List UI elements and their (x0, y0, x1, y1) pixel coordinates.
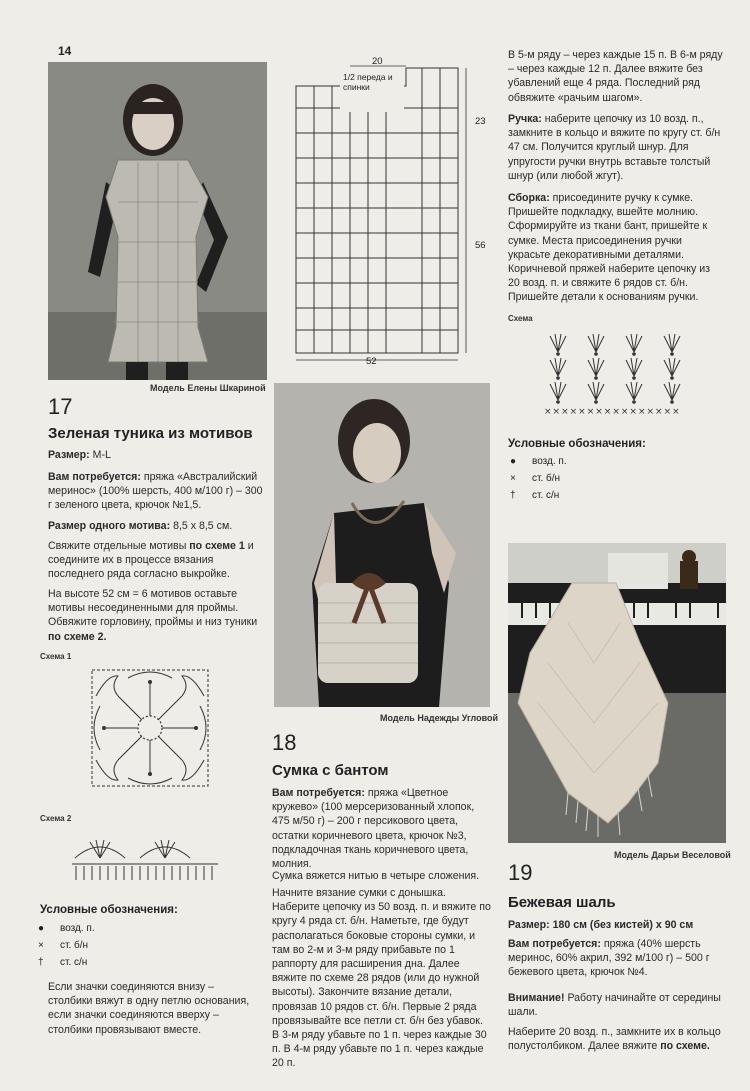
bag-scheme-diagram (540, 330, 690, 416)
pattern-top-width: 20 (372, 56, 383, 67)
size-value: M-L (92, 449, 111, 461)
size-17 (48, 448, 263, 462)
size-19 (508, 918, 728, 932)
motif-label: Размер одного мотива: (48, 520, 171, 532)
section-number-18: 18 (272, 730, 297, 755)
bag-model-illustration (274, 383, 490, 707)
photo-tunic (48, 62, 267, 380)
legend-2 (510, 453, 567, 504)
handle-text: наберите цепочку из 10 возд. п., замкните в кольцо и вяжите по кругу ст. б/н 47 см. Получится круглый шнур. Для упругости ручки внутрь вставьте толстый шнур (или любой жгут). (508, 113, 721, 182)
legend-title-1: Условные обозначения: (40, 904, 178, 916)
need-text-19: пряжа (40% шерсть меринос, 60% акрил, 392 м/100 г) – 500 г бежевого цвета, крючок №4. (508, 938, 710, 979)
instructions-17-p2 (48, 587, 263, 644)
legend-item (38, 954, 95, 971)
section-title-18: Сумка с бантом (272, 762, 389, 779)
scheme2-label: Схема 2 (40, 814, 72, 823)
legend-symbol: † (38, 957, 44, 968)
legend-text: ст. с/н (532, 490, 560, 501)
materials-18 (272, 786, 492, 871)
legend-symbol: ● (38, 923, 45, 934)
tunic-pattern-grid (280, 58, 505, 368)
scheme1-label: Схема 1 (40, 652, 72, 661)
assembly-label: Сборка: (508, 192, 550, 204)
need-text-18: пряжа «Цветное кружево» (100 мерсеризованный хлопок, 475 м/50 г) – 200 г персикового цвета, остатки коричневого цвета, крючок №3, подкладочная ткань коричневого цвета, молния. (272, 787, 475, 871)
svg-text:××××××××××××××××: ×××××××××××××××× (544, 407, 681, 416)
pattern-label: 1/2 переда и спинки (343, 72, 393, 92)
handle-label: Ручка: (508, 113, 542, 125)
need-label-18: Вам потребуется: (272, 787, 365, 799)
handle-18 (508, 112, 723, 183)
section-title-19: Бежевая шаль (508, 894, 616, 911)
legend-symbol: ● (510, 456, 517, 467)
legend-symbol: × (510, 473, 516, 484)
pattern-height-1: 23 (475, 116, 486, 127)
photo-caption-19: Модель Дарьи Веселовой (614, 850, 731, 860)
attention-label: Внимание! (508, 992, 565, 1004)
need-text: пряжа «Австралийский меринос» (100% шерсть, 400 м/100 г) – 300 г зеленого цвета, крючок №1,5. (48, 471, 263, 512)
need-label-19: Вам потребуется: (508, 938, 601, 950)
size-value-19: 180 см (без кистей) х 90 см (552, 919, 694, 931)
assembly-18 (508, 191, 723, 305)
legend-symbol: × (38, 940, 44, 951)
need-label: Вам потребуется: (48, 471, 141, 483)
photo-bag (274, 383, 490, 707)
last-bold: по схеме. (660, 1040, 710, 1053)
pattern-bottom-width: 52 (366, 356, 377, 367)
legend-1 (38, 920, 95, 971)
instructions-18-cont: В 5-м ряду – через каждые 15 п. В 6-м ряду – через каждые 12 п. Далее вяжите без убавлений еще 4 ряда. Последний ряд обвяжите «рачьим шагом». (508, 49, 723, 104)
instructions-17-p1 (48, 539, 263, 582)
pattern-height-2: 56 (475, 240, 486, 251)
legend-text: возд. п. (532, 456, 567, 467)
shawl-illustration (508, 543, 726, 843)
last-start: Наберите 20 возд. п., замкните их в кольцо полустолбиком. Далее вяжите (508, 1026, 721, 1053)
attention-text: Работу начинайте от середины шали. (508, 992, 721, 1019)
legend-title-2: Условные обозначения: (508, 438, 646, 450)
instructions-18-p1: Сумка вяжется нитью в четыре сложения. (272, 870, 480, 882)
photo-caption-18: Модель Надежды Угловой (380, 713, 499, 723)
legend-symbol: † (510, 490, 516, 501)
legend-item (38, 920, 95, 937)
instructions-18-p2: Начните вязание сумки с донышка. Наберите цепочку из 50 возд. п. и вяжите по кругу 4 ряда ст. б/н. Наметьте, где будут располагаться боковые стороны сумки, и там во 2-м и 3-м ряду прибавьте по 1 раппорту для расширения дна. Далее вяжите по схеме 28 рядов (или до нужной высоты). Закончите вязание детали, провязав 10 рядов ст. б/н. Первые 2 ряда провязывайте все петли ст. б/н без убавок. В 3-м ряду убавьте по 1 п. через каждые 30 п. В 4-м ряду убавьте по 1 п. через каждые 20 п. (272, 887, 491, 1070)
section-title-17: Зеленая туника из мотивов (48, 425, 253, 442)
section-number-17: 17 (48, 394, 73, 419)
para2-start: На высоте 52 см = 6 мотивов оставьте мотивы несоединенными для проймы. Обвяжите горловину, проймы и низ туники (48, 588, 258, 629)
motif-size-17 (48, 519, 263, 533)
scheme1-diagram (88, 666, 212, 790)
size-label: Размер: (48, 449, 90, 461)
legend-note-1: Если значки соединяются внизу – столбики вяжут в одну петлю основания, если значки соединяются вверху – столбики провязывают вместе. (48, 981, 250, 1036)
motif-value: 8,5 х 8,5 см. (173, 520, 233, 532)
scheme2-diagram (70, 836, 220, 884)
para2-bold: по схеме 2. (48, 630, 107, 643)
photo-shawl (508, 543, 726, 843)
tunic-model-illustration (48, 62, 267, 380)
legend-text: ст. б/н (532, 473, 561, 484)
scheme-label-18: Схема (508, 314, 533, 323)
legend-item (510, 453, 567, 470)
legend-text: возд. п. (60, 923, 95, 934)
photo-caption-17: Модель Елены Шкариной (150, 383, 266, 393)
para1-start: Свяжите отдельные мотивы (48, 540, 187, 552)
materials-17 (48, 470, 263, 513)
legend-text: ст. с/н (60, 957, 88, 968)
assembly-text: присоедините ручку к сумке. Пришейте подкладку, вшейте молнию. Сформируйте из ткани бант, пришейте к сумке. Места присоединения ручки украсьте декоративными деталями. Коричневой пряжей наберите цепочку из 20 возд. п. и свяжите 6 рядов ст. б/н. Пришейте детали к основаниям ручки. (508, 192, 710, 304)
materials-19 (508, 937, 728, 980)
instructions-19 (508, 1025, 728, 1053)
attention-19 (508, 991, 728, 1019)
legend-item (510, 470, 567, 487)
para1-bold: по схеме 1 (189, 540, 245, 552)
size-label-19: Размер: (508, 919, 550, 931)
legend-item (510, 487, 567, 504)
page-number: 14 (58, 44, 72, 58)
section-number-19: 19 (508, 860, 533, 885)
legend-text: ст. б/н (60, 940, 89, 951)
legend-item (38, 937, 95, 954)
para1-end: и соедините их в процессе вязания последнего ряда согласно выкройке. (48, 540, 254, 581)
